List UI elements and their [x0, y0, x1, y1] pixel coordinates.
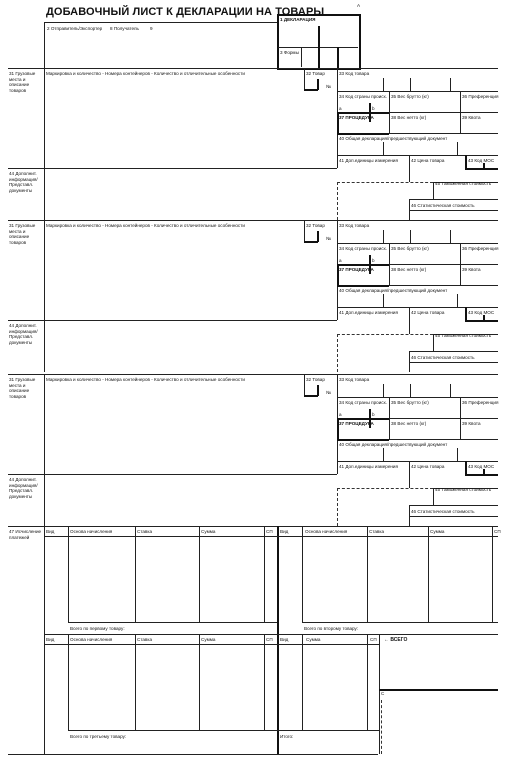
pt1-header-line: [44, 536, 277, 537]
block2-quota: 39 Квота: [462, 267, 481, 272]
sender-label: 2 Отправитель/Экспортер: [47, 26, 103, 31]
block2-prev-tick1: [383, 294, 384, 307]
block2-info-left: [44, 320, 45, 372]
block3-row4: [389, 439, 498, 440]
block1-col-price: [409, 155, 410, 182]
block3-col-price: [409, 461, 410, 488]
block1-prev-tick2: [457, 142, 458, 155]
grand-total-left: [379, 634, 380, 754]
block1-prev-tick1: [383, 142, 384, 155]
block3-prev-tick1: [383, 448, 384, 461]
pt2-col-type: Вид: [280, 529, 289, 534]
block3-gross: 35 Вес брутто (кг): [391, 400, 429, 405]
block1-gross: 35 Вес брутто (кг): [391, 94, 429, 99]
block2-item-tick: [317, 231, 319, 242]
payments-left-line: [44, 526, 45, 754]
payments-mid-line: [277, 526, 279, 754]
pt2-v4: [492, 526, 493, 622]
block3-info-left: [44, 474, 45, 526]
block3-item-no: №: [326, 390, 331, 395]
block3-info-top: [8, 474, 337, 475]
block2-b-tick: [369, 255, 371, 264]
block3-item-left: [304, 374, 305, 396]
pt1-v4: [264, 526, 265, 622]
block1-info-left: [44, 168, 45, 220]
block2-code: 33 Код товара: [339, 223, 370, 228]
block2-proc-bottom: [337, 285, 389, 287]
block1-item-no: №: [326, 84, 331, 89]
block1-prev-doc: 40 Общая декларация/предшествующий документ: [339, 136, 448, 141]
block3-proc-mid: [369, 418, 371, 428]
pt4-total-line: [277, 730, 379, 731]
pt4-itogo: Итого:: [280, 734, 294, 739]
block1-row4: [389, 133, 498, 134]
block1-info-top: [8, 168, 337, 169]
pt1-v2: [135, 526, 136, 622]
pt2-v3: [428, 526, 429, 622]
block2-left-label: 31 Грузовые места и описание товаров: [9, 223, 36, 245]
block2-extra-unit: 41 Доп.единицы измерения: [339, 310, 398, 315]
pt4-col-type: Вид: [280, 637, 289, 642]
block2-left-line: [44, 220, 45, 320]
block3-item-bottom: [304, 395, 318, 397]
pt4-header-line: [277, 644, 379, 645]
block1-mos: 43 Код МОС: [468, 158, 495, 163]
block3-dash-v: [337, 488, 338, 526]
block1-origin: 34 Код страны происх.: [339, 94, 388, 99]
block1-row3a: [337, 112, 389, 114]
block3-item-tick: [317, 385, 319, 396]
block2-sv-top: [409, 351, 498, 352]
pt1-col-sum: Сумма: [201, 529, 216, 534]
pt1-v1: [68, 526, 69, 622]
block3-code: 33 Код товара: [339, 377, 370, 382]
block2-a: а: [339, 258, 342, 263]
block3-code-tick3: [450, 384, 451, 397]
pt1-v3: [199, 526, 200, 622]
pt3-total-line: [68, 730, 277, 731]
block2-mos-left: [465, 307, 467, 320]
block2-price: 42 Цена товара: [411, 310, 445, 315]
block1-mos-bottom: [465, 168, 498, 170]
block2-mos: 43 Код МОС: [468, 310, 495, 315]
block2-item-no: №: [326, 236, 331, 241]
payments-top-line: [8, 526, 498, 527]
pt1-total-line: [68, 622, 277, 623]
block1-top-line: [8, 68, 498, 69]
block2-proc-mid: [369, 264, 371, 274]
box-c-top: [379, 689, 498, 691]
block1-row2: [337, 91, 498, 92]
block2-info-top: [8, 320, 337, 321]
pt2-total: Всего по второму товару:: [304, 626, 359, 631]
forms-v2: [318, 26, 320, 68]
block1-extra-unit: 41 Доп.единицы измерения: [339, 158, 398, 163]
block2-sv-bottom: [409, 362, 498, 363]
pt1-col-rate: Ставка: [137, 529, 153, 534]
block3-sv-bottom: [409, 516, 498, 517]
block2-cv-left: [433, 334, 434, 351]
block3-row2: [337, 397, 498, 398]
block3-left-label: 31 Грузовые места и описание товаров: [9, 377, 36, 399]
block2-prev-doc: 40 Общая декларация/предшествующий документ: [339, 288, 448, 293]
pt4-col-sum: Сумма: [306, 637, 321, 642]
declaration-label: 1 ДЕКЛАРАЦИЯ: [280, 17, 316, 22]
receiver-label: 8 Получатель: [110, 26, 139, 31]
pt2-total-line: [302, 622, 498, 623]
block1-item-bottom: [304, 89, 318, 91]
block1-proc-mid: [369, 112, 371, 122]
block3-row5: [337, 461, 498, 462]
block3-marking: Маркировка и количество - Номера контейнеров - Количество и отличительные особенности: [46, 377, 245, 382]
block2-item-bottom: [304, 241, 318, 243]
block1-cv-left: [433, 182, 434, 199]
block3-prev-tick2: [457, 448, 458, 461]
block2-pref: 36 Преференция: [462, 246, 499, 251]
pt3-v3: [199, 634, 200, 730]
block3-stat-value: 46 Статистическая стоимость: [411, 509, 475, 514]
block3-b: b: [372, 412, 375, 417]
block2-prev-tick2: [457, 294, 458, 307]
box-c-label: С: [381, 691, 385, 696]
block2-customs-value: 45 Таможенная стоимость: [435, 333, 492, 338]
payments-lower-top: [44, 634, 498, 635]
block1-dash1: [337, 182, 433, 183]
block2-item-left: [304, 220, 305, 242]
block1-mos-left: [465, 155, 467, 168]
grand-total-text: ВСЕГО: [390, 637, 408, 643]
block1-quota: 39 Квота: [462, 115, 481, 120]
pt1-col-base: Основа начисления: [70, 529, 113, 534]
block3-a: а: [339, 412, 342, 417]
pt3-col-type: Вид: [46, 637, 55, 642]
block2-info-label: 44 Дополнит. информация/ Представл. документы: [9, 323, 38, 345]
block1-pref: 36 Преференция: [462, 94, 499, 99]
block1-left-label: 31 Грузовые места и описание товаров: [9, 71, 36, 93]
block3-code-tick2: [410, 384, 411, 397]
block1-net: 38 Вес нетто (кг): [391, 115, 427, 120]
block1-marking: Маркировка и количество - Номера контейнеров - Количество и отличительные особенности: [46, 71, 245, 76]
block3-mos-bottom: [465, 474, 498, 476]
block2-code-tick1: [383, 230, 384, 243]
forms-v3: [337, 47, 339, 68]
pt4-v2: [367, 634, 368, 730]
pt3-col-sp: СП: [266, 637, 273, 642]
block1-info-label: 44 Дополнит. информация/ Представл. документы: [9, 171, 38, 193]
block3-customs-value: 45 Таможенная стоимость: [435, 487, 492, 492]
block1-stat-value: 46 Статистическая стоимость: [411, 203, 475, 208]
pt2-col-base: Основа начисления: [305, 529, 348, 534]
pt3-v4: [264, 634, 265, 730]
block2-stat-value: 46 Статистическая стоимость: [411, 355, 475, 360]
block1-sv-top: [409, 199, 498, 200]
block1-item-left: [304, 68, 305, 90]
block1-b-tick: [369, 103, 371, 112]
block1-sv-bottom: [409, 210, 498, 211]
block3-row3a: [337, 418, 389, 420]
pt3-total: Всего по третьему товару:: [70, 734, 127, 739]
block3-info-label: 44 Дополнит. информация/ Представл. документы: [9, 477, 38, 499]
pt2-v1: [302, 526, 303, 622]
block3-top-line: [8, 374, 498, 375]
block3-b-tick: [369, 409, 371, 418]
block1-price: 42 Цена товара: [411, 158, 445, 163]
block3-pref: 36 Преференция: [462, 400, 499, 405]
block2-item: 32 Товар: [306, 223, 325, 228]
block2-dash1: [337, 334, 433, 335]
block1-item: 32 Товар: [306, 71, 325, 76]
block1-code: 33 Код товара: [339, 71, 370, 76]
block1-proc: 37 ПРОЦЕДУРА: [339, 115, 374, 120]
pt2-col-sum: Сумма: [430, 529, 445, 534]
receiver-mark: 9: [150, 26, 153, 31]
pt2-col-rate: Ставка: [369, 529, 385, 534]
block2-marking: Маркировка и количество - Номера контейнеров - Количество и отличительные особенности: [46, 223, 245, 228]
block1-code-tick1: [383, 78, 384, 91]
block3-row3b: [389, 418, 498, 419]
block3-net: 38 Вес нетто (кг): [391, 421, 427, 426]
block3-prev-doc: 40 Общая декларация/предшествующий документ: [339, 442, 448, 447]
block1-code-tick2: [410, 78, 411, 91]
pt3-v2: [135, 634, 136, 730]
block3-left-line: [44, 374, 45, 474]
block1-code-tick3: [450, 78, 451, 91]
block1-b: b: [372, 106, 375, 111]
grand-total-label: ← ВСЕГО: [384, 637, 408, 643]
box-c-dash: [381, 700, 382, 754]
page-title: ДОБАВОЧНЫЙ ЛИСТ К ДЕКЛАРАЦИИ НА ТОВАРЫ: [46, 6, 325, 18]
block1-proc-bottom: [337, 133, 389, 135]
block2-gross: 35 Вес брутто (кг): [391, 246, 429, 251]
block1-item-tick: [317, 79, 319, 90]
block3-quota: 39 Квота: [462, 421, 481, 426]
block2-mos-bottom: [465, 320, 498, 322]
pt3-header-line: [44, 644, 277, 645]
block2-row5: [337, 307, 498, 308]
block2-b: b: [372, 258, 375, 263]
block2-col-price: [409, 307, 410, 334]
pt1-col-type: Вид: [46, 529, 55, 534]
pt3-col-sum: Сумма: [201, 637, 216, 642]
block3-proc-bottom: [337, 439, 389, 441]
pt3-col-base: Основа начисления: [70, 637, 113, 642]
pt4-v1: [302, 634, 303, 730]
block2-top-line: [8, 220, 498, 221]
pt2-header-line: [277, 536, 498, 537]
block2-row2: [337, 243, 498, 244]
page-bottom-line: [8, 754, 378, 755]
block3-origin: 34 Код страны происх.: [339, 400, 388, 405]
block3-code-tick1: [383, 384, 384, 397]
block3-extra-unit: 41 Доп.единицы измерения: [339, 464, 398, 469]
block1-dash-v: [337, 182, 338, 220]
block2-code-tick2: [410, 230, 411, 243]
forms-v1: [301, 47, 302, 67]
block3-dash1: [337, 488, 433, 489]
block3-mos: 43 Код МОС: [468, 464, 495, 469]
block2-net: 38 Вес нетто (кг): [391, 267, 427, 272]
block2-code-tick3: [450, 230, 451, 243]
block3-cv-left: [433, 488, 434, 505]
block1-left-line: [44, 68, 45, 168]
block2-origin: 34 Код страны происх.: [339, 246, 388, 251]
block1-row5: [337, 155, 498, 156]
block2-row4: [389, 285, 498, 286]
block2-dash-v: [337, 334, 338, 372]
block3-proc: 37 ПРОЦЕДУРА: [339, 421, 374, 426]
pt3-v1: [68, 634, 69, 730]
corner-label: А: [357, 3, 361, 8]
pt1-col-sp: СП: [266, 529, 273, 534]
block2-row3a: [337, 264, 389, 266]
block1-row3b: [389, 112, 498, 113]
payments-label: 47 Исчисление платежей: [9, 529, 42, 540]
block3-mos-left: [465, 461, 467, 474]
block1-customs-value: 45 Таможенная стоимость: [435, 181, 492, 186]
block2-row3b: [389, 264, 498, 265]
block3-sv-top: [409, 505, 498, 506]
pt2-v2: [367, 526, 368, 622]
pt1-total: Всего по первому товару:: [70, 626, 125, 631]
header-left-line: [44, 22, 45, 68]
header-top-line: [44, 22, 277, 23]
pt4-col-sp: СП: [370, 637, 377, 642]
block3-price: 42 Цена товара: [411, 464, 445, 469]
pt2-col-sp: СП: [494, 529, 501, 534]
block3-item: 32 Товар: [306, 377, 325, 382]
block1-a: а: [339, 106, 342, 111]
forms-label: 3 Формы: [280, 50, 299, 55]
pt3-col-rate: Ставка: [137, 637, 153, 642]
block2-proc: 37 ПРОЦЕДУРА: [339, 267, 374, 272]
